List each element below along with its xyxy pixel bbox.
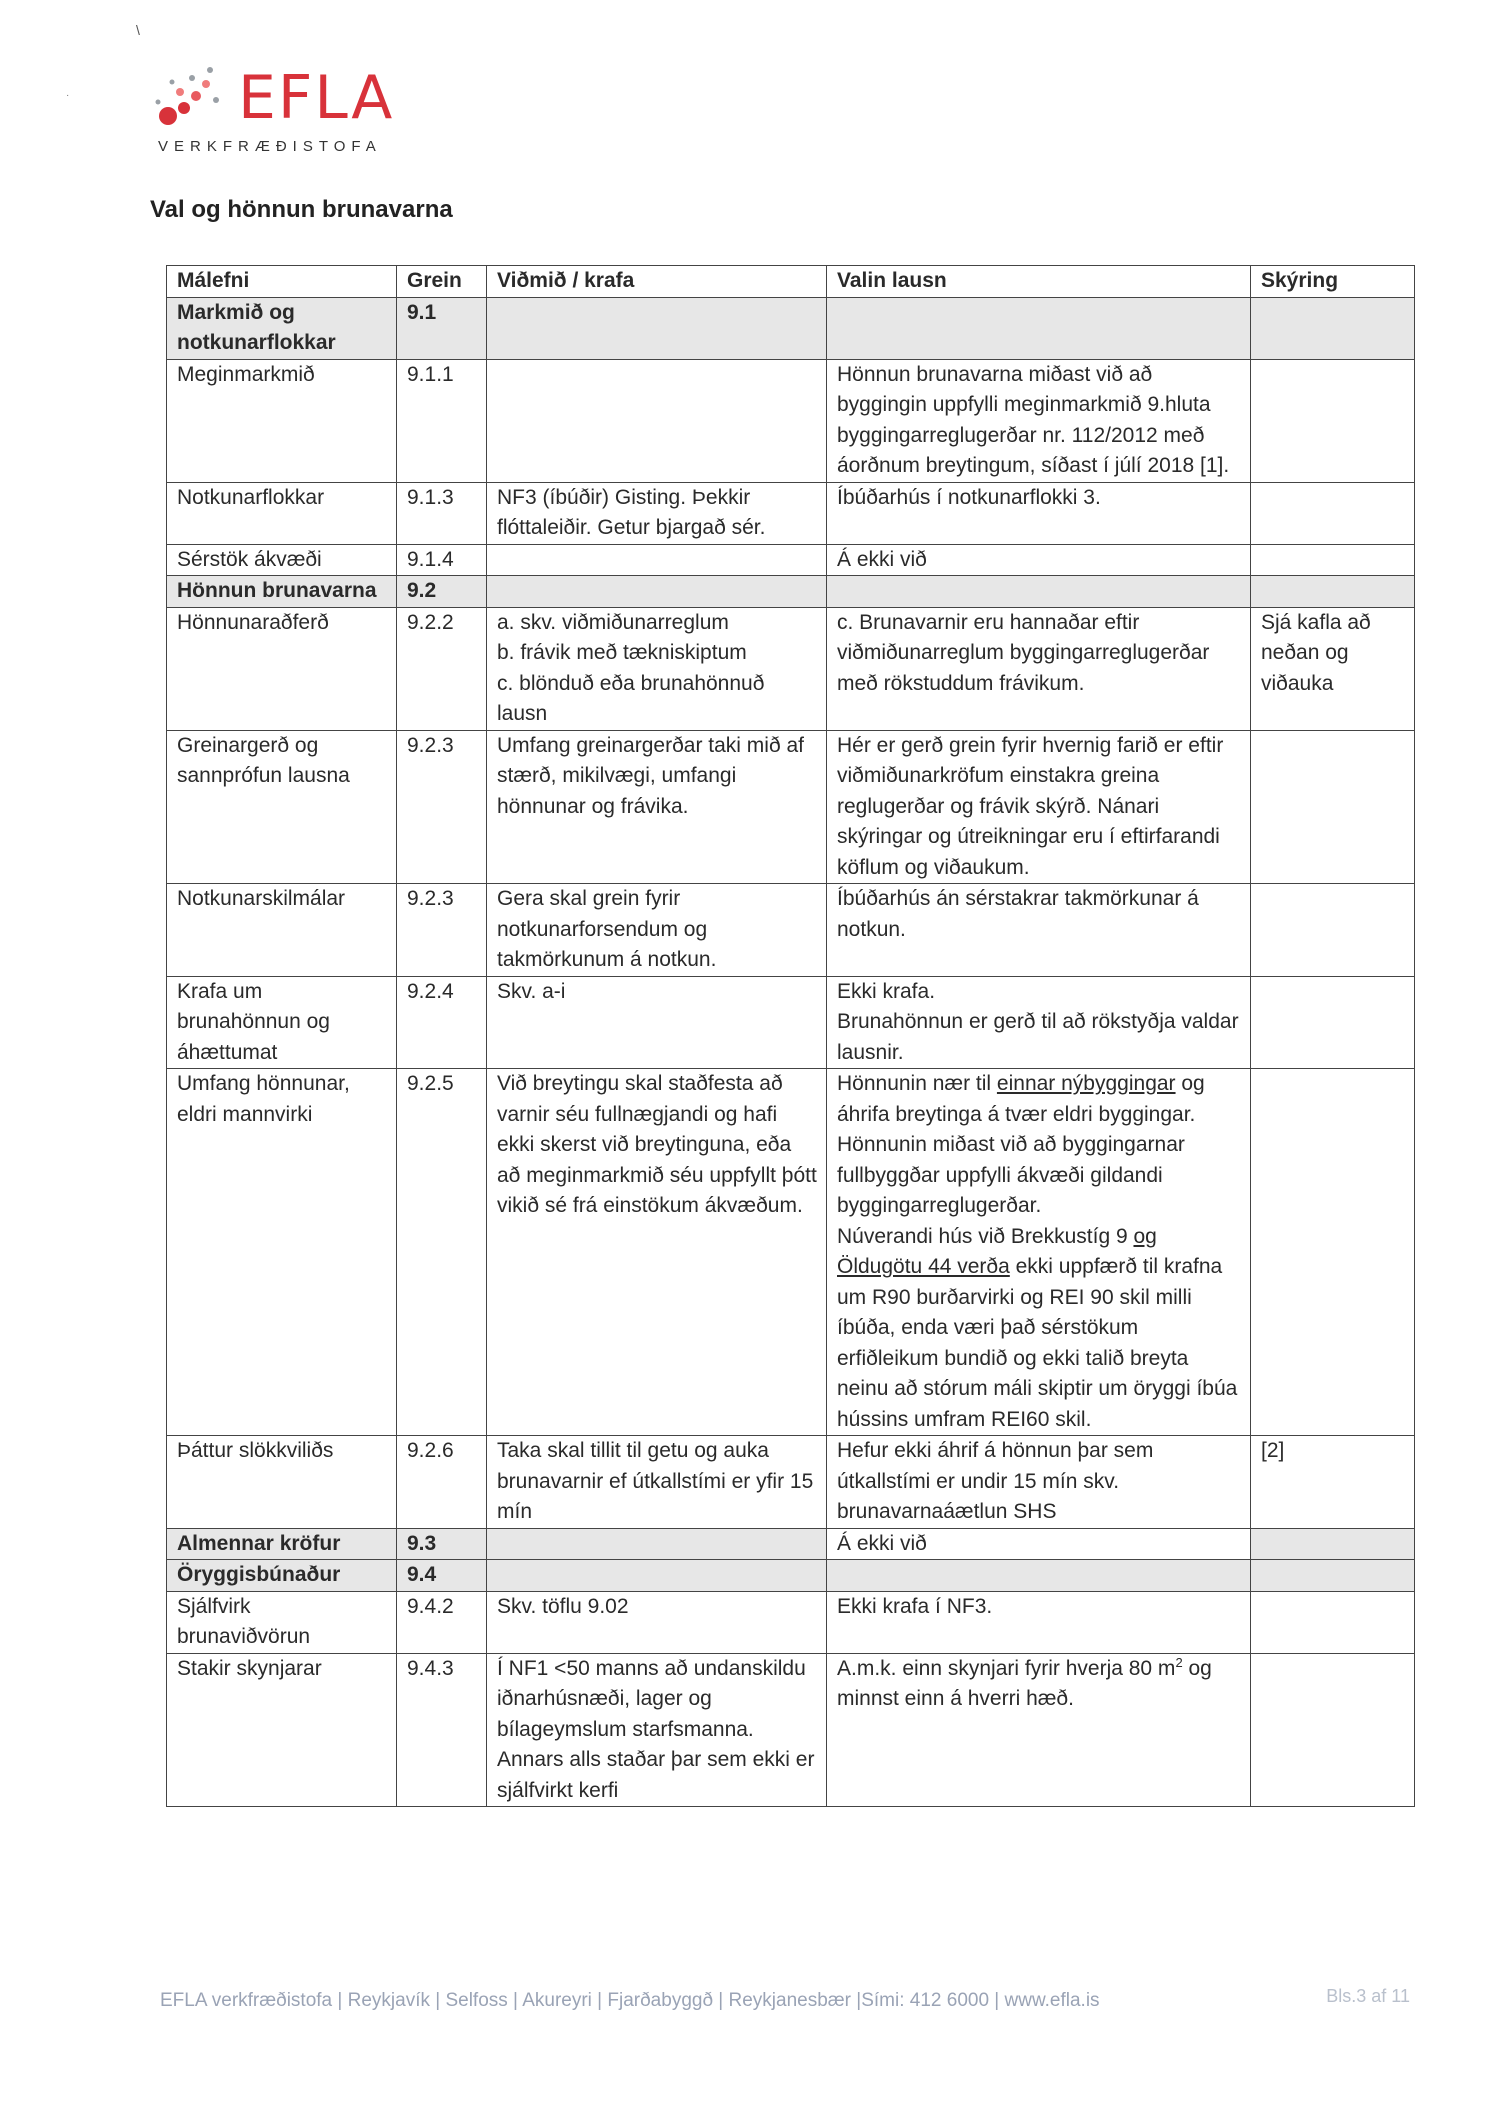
row-grein: 9.3: [397, 1528, 487, 1560]
row-grein: 9.2.3: [397, 730, 487, 884]
table-row: [167, 482, 1415, 544]
row-solution: [827, 1069, 1251, 1436]
row-grein: 9.1: [397, 297, 487, 359]
row-requirement: Við breytingu skal staðfesta að varnir séu fullnægjandi og hafi ekki skerst við breytinguna, eða að meginmarkmið séu uppfyllt þótt vikið sé frá einstökum ákvæðum.: [487, 1069, 827, 1436]
row-grein: 9.2.2: [397, 607, 487, 730]
table-row-section: [167, 297, 1415, 359]
row-topic: Þáttur slökkviliðs: [167, 1436, 397, 1529]
row-requirement: Taka skal tillit til getu og auka brunavarnir ef útkallstími er yfir 15 mín: [487, 1436, 827, 1529]
header-note: Skýring: [1251, 266, 1415, 298]
logo-dots-icon: [150, 62, 240, 132]
row-solution: Hefur ekki áhrif á hönnun þar sem útkallstími er undir 15 mín skv. brunavarnaáætlun SHS: [827, 1436, 1251, 1529]
row-requirement: NF3 (íbúðir) Gisting. Þekkir flóttaleiðir. Getur bjargað sér.: [487, 482, 827, 544]
row-topic: Öryggisbúnaður: [167, 1560, 397, 1592]
row-topic: Markmið og notkunarflokkar: [167, 297, 397, 359]
requirement-line: c. blönduð eða brunahönnuð lausn: [497, 671, 765, 725]
requirement-line: b. frávik með tækniskiptum: [497, 641, 747, 664]
row-requirement: [487, 1653, 827, 1807]
table-row: [167, 884, 1415, 977]
row-note: [1251, 544, 1415, 576]
row-topic: Hönnunaraðferð: [167, 607, 397, 730]
row-topic: Almennar kröfur: [167, 1528, 397, 1560]
row-note: [1251, 359, 1415, 482]
row-requirement: Skv. a-i: [487, 976, 827, 1069]
table-header-row: [167, 266, 1415, 298]
table-row: [167, 730, 1415, 884]
scan-dot: ·: [66, 90, 70, 101]
solution-line: Ekki krafa.: [837, 979, 936, 1003]
row-topic: Stakir skynjarar: [167, 1653, 397, 1807]
table-row: [167, 1436, 1415, 1529]
row-topic: Hönnun brunavarna: [167, 576, 397, 608]
row-requirement: [487, 1528, 827, 1560]
row-grein: 9.2.3: [397, 884, 487, 977]
row-note: [1251, 1591, 1415, 1653]
row-requirement: [487, 359, 827, 482]
row-requirement: Umfang greinargerðar taki mið af stærð, mikilvægi, umfangi hönnunar og frávika.: [487, 730, 827, 884]
row-note: [1251, 297, 1415, 359]
row-note: [2]: [1251, 1436, 1415, 1529]
row-solution: [827, 976, 1251, 1069]
table-row-section: [167, 576, 1415, 608]
row-grein: 9.4.3: [397, 1653, 487, 1807]
row-grein: 9.2.4: [397, 976, 487, 1069]
row-topic: Sjálfvirk brunaviðvörun: [167, 1591, 397, 1653]
row-solution: Íbúðarhús án sérstakrar takmörkunar á notkun.: [827, 884, 1251, 977]
row-requirement: [487, 544, 827, 576]
row-grein: 9.1.3: [397, 482, 487, 544]
row-solution: Hér er gerð grein fyrir hvernig farið er eftir viðmiðunarkröfum einstakra greina reglugerðar og frávik skýrð. Nánari skýringar og útreikningar eru í eftirfarandi köflum og viðaukum.: [827, 730, 1251, 884]
table-row: [167, 544, 1415, 576]
row-note: [1251, 1560, 1415, 1592]
logo-wordmark: EFLA: [238, 63, 395, 133]
row-solution: A.m.k. einn skynjari fyrir hverja 80 $m^2$ og minnst einn á hverri hæð.: [827, 1653, 1251, 1807]
row-requirement: [487, 607, 827, 730]
row-requirement: [487, 297, 827, 359]
row-requirement: Skv. töflu 9.02: [487, 1591, 827, 1653]
row-requirement: Gera skal grein fyrir notkunarforsendum og takmörkunum á notkun.: [487, 884, 827, 977]
row-requirement: [487, 576, 827, 608]
row-grein: 9.2.5: [397, 1069, 487, 1436]
row-grein: 9.2.6: [397, 1436, 487, 1529]
row-grein: 9.1.4: [397, 544, 487, 576]
row-topic: Notkunarflokkar: [167, 482, 397, 544]
row-topic: Sérstök ákvæði: [167, 544, 397, 576]
row-note: [1251, 730, 1415, 884]
row-solution: Hönnun brunavarna miðast við að byggingin uppfylli meginmarkmið 9.hluta byggingarreglugerðar nr. 112/2012 með áorðnum breytingum, síðast í júlí 2018 [1].: [827, 359, 1251, 482]
page-title: Val og hönnun brunavarna: [150, 196, 453, 223]
row-solution: Á ekki við: [827, 544, 1251, 576]
solution-paragraph: Hönnunin nær til einnar nýbyggingar og áhrifa breytinga á tvær eldri byggingar.: [837, 1072, 1205, 1126]
table-row-section: [167, 1528, 1415, 1560]
row-note: [1251, 884, 1415, 977]
row-note: [1251, 1528, 1415, 1560]
underlined-text: einnar nýbyggingar: [996, 1072, 1176, 1095]
row-grein: 9.4.2: [397, 1591, 487, 1653]
row-solution: [827, 576, 1251, 608]
row-grein: 9.2: [397, 576, 487, 608]
row-solution: Íbúðarhús í notkunarflokki 3.: [827, 482, 1251, 544]
row-topic: Krafa um brunahönnun og áhættumat: [167, 976, 397, 1069]
scan-mark: \: [136, 22, 140, 38]
solution-paragraph: Hönnunin miðast við að byggingarnar fullbyggðar uppfylli ákvæði gildandi byggingarreglugerðar.: [837, 1133, 1185, 1217]
requirement-line: a. skv. viðmiðunarreglum: [497, 610, 729, 634]
header-topic: Málefni: [167, 266, 397, 298]
table-row: [167, 607, 1415, 730]
requirement-line: Annars alls staðar þar sem ekki er sjálfvirkt kerfi: [497, 1748, 815, 1802]
requirement-line: Í NF1 <50 manns að undanskildu iðnarhúsnæði, lager og bílageymslum starfsmanna.: [497, 1656, 806, 1741]
table-row: [167, 1591, 1415, 1653]
row-topic: Notkunarskilmálar: [167, 884, 397, 977]
underlined-text: og: [1133, 1224, 1157, 1248]
page-number: Bls.3 af 11: [1326, 1986, 1410, 2006]
solution-paragraph: Núverandi hús við Brekkustíg 9 og Öldugötu 44 verða ekki uppfærð til krafna um R90 burðarvirki og REI 90 skil milli íbúða, enda væri það sérstökum erfiðleikum bundið og ekki talið breyta neinu að stórum máli skiptir um öryggi íbúa hússins umfram REI60 skil.: [837, 1224, 1238, 1431]
header-requirement: Viðmið / krafa: [487, 266, 827, 298]
row-solution: [827, 1560, 1251, 1592]
row-topic: Greinargerð og sannprófun lausna: [167, 730, 397, 884]
table-row: [167, 1069, 1415, 1436]
table-row: [167, 1653, 1415, 1807]
row-grein: 9.4: [397, 1560, 487, 1592]
row-requirement: [487, 1560, 827, 1592]
table-row: [167, 359, 1415, 482]
row-note: [1251, 1069, 1415, 1436]
row-solution: Ekki krafa í NF3.: [827, 1591, 1251, 1653]
header-grein: Grein: [397, 266, 487, 298]
efla-logo: [150, 50, 480, 155]
logo-subtitle: VERKFRÆÐISTOFA: [158, 138, 382, 155]
row-solution: [827, 297, 1251, 359]
row-note: [1251, 482, 1415, 544]
row-topic: Meginmarkmið: [167, 359, 397, 482]
footer-text: EFLA verkfræðistofa | Reykjavík | Selfoss | Akureyri | Fjarðabyggð | Reykjanesbær |Sími: 412 6000 | www.efla.is: [160, 1990, 1100, 2011]
header-solution: Valin lausn: [827, 266, 1251, 298]
row-note: [1251, 976, 1415, 1069]
row-note: Sjá kafla að neðan og viðauka: [1251, 607, 1415, 730]
underlined-text: Öldugötu 44 verða: [837, 1255, 1010, 1278]
table-row-section: [167, 1560, 1415, 1592]
row-grein: 9.1.1: [397, 359, 487, 482]
row-topic: Umfang hönnunar, eldri mannvirki: [167, 1069, 397, 1436]
table-row: [167, 976, 1415, 1069]
row-note: [1251, 576, 1415, 608]
fire-protection-table: [166, 265, 1415, 1807]
row-note: [1251, 1653, 1415, 1807]
row-solution: c. Brunavarnir eru hannaðar eftir viðmiðunarreglum byggingarreglugerðar með rökstuddum frávikum.: [827, 607, 1251, 730]
row-solution: Á ekki við: [827, 1528, 1251, 1560]
solution-line: Brunahönnun er gerð til að rökstyðja valdar lausnir.: [837, 1010, 1239, 1064]
superscript: 2: [1175, 1654, 1183, 1670]
